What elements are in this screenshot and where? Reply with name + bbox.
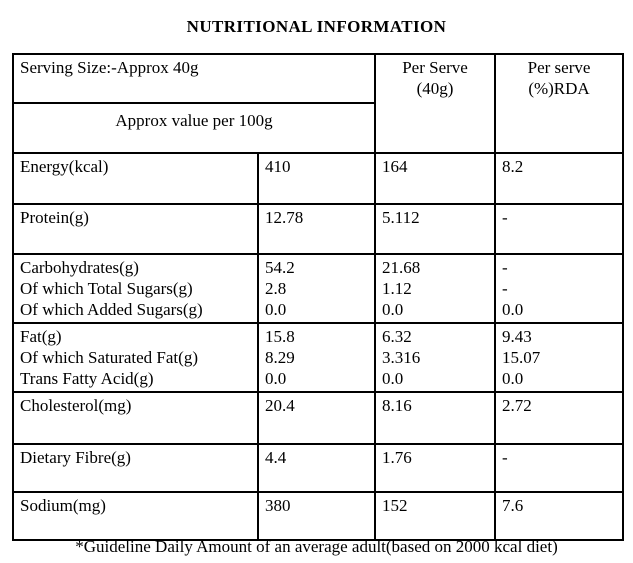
- nutrient-name: Of which Total Sugars(g): [20, 279, 193, 298]
- per-serve-value: 0.0: [382, 300, 404, 319]
- nutrient-name: Fat(g): [20, 327, 62, 346]
- rda-value: 9.43: [502, 327, 532, 346]
- per-serve-value: 5.112: [382, 208, 420, 227]
- per-100g-value: 20.4: [265, 396, 295, 415]
- rda-value: -: [502, 208, 508, 227]
- nutrient-name: Sodium(mg): [20, 496, 106, 515]
- rda-value: 0.0: [502, 369, 524, 388]
- rda-value-cell: [495, 492, 623, 540]
- table-row-fat: [13, 323, 623, 392]
- per-serve-header-cell: [375, 54, 495, 153]
- rda-header-cell: [495, 54, 623, 153]
- per-serve-value-cell: [375, 153, 495, 204]
- per-100g-value: 8.29: [265, 348, 295, 367]
- per-serve-value-cell: [375, 444, 495, 492]
- per-serve-value-cell: [375, 492, 495, 540]
- per-100g-value: 15.8: [265, 327, 295, 346]
- per-serve-header-line2: (40g): [416, 79, 454, 98]
- rda-value-cell: [495, 153, 623, 204]
- per-100g-value: 54.2: [265, 258, 295, 277]
- per-100g-value-cell: [258, 492, 375, 540]
- serving-size-text: Serving Size:-Approx 40g: [20, 58, 199, 77]
- nutrient-name-cell: [13, 444, 258, 492]
- per-100g-value: 410: [265, 157, 291, 176]
- per-100g-value: 12.78: [265, 208, 304, 227]
- approx-value-header-cell: [13, 103, 375, 153]
- nutrition-table: [12, 53, 624, 541]
- table-row-sodium: [13, 492, 623, 540]
- per-serve-value-cell: [375, 254, 495, 323]
- rda-value-cell: [495, 323, 623, 392]
- nutrient-name-cell: [13, 323, 258, 392]
- per-serve-value: 8.16: [382, 396, 412, 415]
- rda-value-cell: [495, 444, 623, 492]
- table-row-energy: [13, 153, 623, 204]
- per-100g-value-cell: [258, 392, 375, 444]
- nutrient-name: Carbohydrates(g): [20, 258, 139, 277]
- per-serve-value: 6.32: [382, 327, 412, 346]
- nutrient-name-cell: [13, 204, 258, 254]
- nutrient-name: Cholesterol(mg): [20, 396, 132, 415]
- per-serve-value: 1.76: [382, 448, 412, 467]
- per-100g-value: 0.0: [265, 300, 287, 319]
- nutrient-name: Trans Fatty Acid(g): [20, 369, 154, 388]
- table-row-protein: [13, 204, 623, 254]
- per-100g-value: 4.4: [265, 448, 287, 467]
- rda-value: 15.07: [502, 348, 541, 367]
- per-serve-value-cell: [375, 392, 495, 444]
- rda-value: -: [502, 258, 508, 277]
- per-serve-value: 21.68: [382, 258, 421, 277]
- nutrient-name-cell: [13, 392, 258, 444]
- per-serve-value: 0.0: [382, 369, 404, 388]
- nutrient-name: Protein(g): [20, 208, 89, 227]
- table-row-carbohydrates: [13, 254, 623, 323]
- per-serve-value: 152: [382, 496, 408, 515]
- per-100g-value-cell: [258, 204, 375, 254]
- rda-value-cell: [495, 392, 623, 444]
- page-title: NUTRITIONAL INFORMATION: [186, 17, 447, 36]
- per-100g-value-cell: [258, 323, 375, 392]
- rda-value: 8.2: [502, 157, 524, 176]
- per-100g-value: 2.8: [265, 279, 287, 298]
- nutrient-name-cell: [13, 254, 258, 323]
- nutrient-name: Energy(kcal): [20, 157, 109, 176]
- per-serve-header-line1: Per Serve: [402, 58, 468, 77]
- header-row-serving-size: [13, 54, 623, 103]
- per-100g-value-cell: [258, 153, 375, 204]
- per-100g-value: 380: [265, 496, 291, 515]
- table-row-cholesterol: [13, 392, 623, 444]
- approx-value-text: Approx value per 100g: [115, 111, 273, 130]
- rda-header-line1: Per serve: [527, 58, 591, 77]
- rda-value-cell: [495, 254, 623, 323]
- rda-value: -: [502, 448, 508, 467]
- rda-value-cell: [495, 204, 623, 254]
- per-100g-value-cell: [258, 254, 375, 323]
- rda-value: 0.0: [502, 300, 524, 319]
- nutrient-name-cell: [13, 153, 258, 204]
- nutrient-name: Of which Added Sugars(g): [20, 300, 203, 319]
- table-row-dietary-fibre: [13, 444, 623, 492]
- nutrient-name: Dietary Fibre(g): [20, 448, 131, 467]
- nutrient-name: Of which Saturated Fat(g): [20, 348, 198, 367]
- rda-header-line2: (%)RDA: [528, 79, 590, 98]
- per-100g-value-cell: [258, 444, 375, 492]
- per-serve-value: 3.316: [382, 348, 421, 367]
- guideline-footnote: *Guideline Daily Amount of an average adult(based on 2000 kcal diet): [75, 537, 558, 556]
- per-serve-value-cell: [375, 323, 495, 392]
- per-serve-value-cell: [375, 204, 495, 254]
- per-100g-value: 0.0: [265, 369, 287, 388]
- per-serve-value: 1.12: [382, 279, 412, 298]
- rda-value: -: [502, 279, 508, 298]
- per-serve-value: 164: [382, 157, 408, 176]
- nutrient-name-cell: [13, 492, 258, 540]
- rda-value: 7.6: [502, 496, 524, 515]
- serving-size-header-cell: [13, 54, 375, 103]
- rda-value: 2.72: [502, 396, 532, 415]
